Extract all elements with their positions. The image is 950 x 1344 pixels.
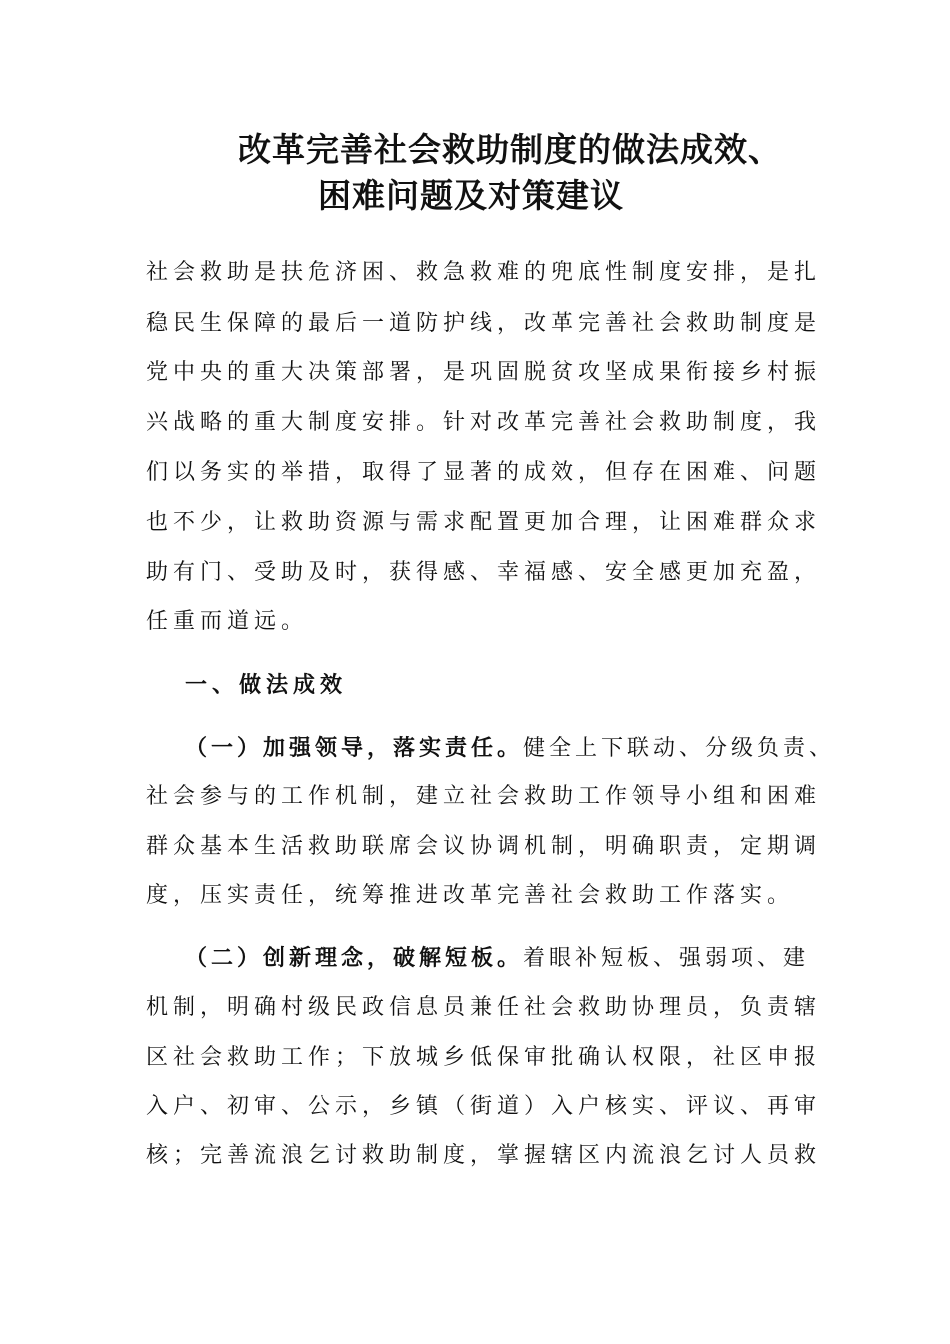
intro-line: 们以务实的举措，取得了显著的成效，但存在困难、问题 [146, 460, 822, 485]
item-2-line: 机制，明确村级民政信息员兼任社会救助协理员，负责辖 [146, 995, 822, 1020]
intro-line: 兴战略的重大制度安排。针对改革完善社会救助制度，我 [146, 410, 822, 435]
item-1-line: 群众基本生活救助联席会议协调机制，明确职责，定期调 [146, 834, 822, 859]
item-2-lead: （二）创新理念，破解短板。 [185, 945, 524, 971]
intro-line: 党中央的重大决策部署，是巩固脱贫攻坚成果衔接乡村振 [146, 360, 822, 385]
item-2-line: 核；完善流浪乞讨救助制度，掌握辖区内流浪乞讨人员救 [146, 1143, 822, 1168]
item-1-line: 度，压实责任，统筹推进改革完善社会救助工作落实。 [146, 883, 795, 908]
item-2-first-line [185, 943, 809, 974]
item-1-first-line [185, 733, 835, 764]
intro-line: 也不少，让救助资源与需求配置更加合理，让困难群众求 [146, 510, 822, 535]
document-title-line-1: 改革完善社会救助制度的做法成效、 [238, 130, 782, 169]
intro-line: 任重而道远。 [146, 609, 309, 634]
item-1-line: 社会参与的工作机制，建立社会救助工作领导小组和困难 [146, 784, 822, 809]
item-2-line: 区社会救助工作；下放城乡低保审批确认权限，社区申报 [146, 1045, 822, 1070]
item-1-first-line-rest: 健全上下联动、分级负责、 [523, 736, 836, 761]
intro-line: 稳民生保障的最后一道防护线，改革完善社会救助制度是 [146, 311, 822, 336]
intro-line: 助有门、受助及时，获得感、幸福感、安全感更加充盈， [146, 560, 822, 585]
section-heading: 一、做法成效 [185, 672, 348, 698]
item-1-lead: （一）加强领导，落实责任。 [185, 735, 524, 761]
item-2-first-line-rest: 着眼补短板、强弱项、建 [523, 946, 810, 971]
item-2-line: 入户、初审、公示，乡镇（街道）入户核实、评议、再审 [146, 1094, 822, 1119]
intro-line: 社会救助是扶危济困、救急救难的兜底性制度安排，是扎 [146, 260, 822, 285]
document-title-line-2: 困难问题及对策建议 [318, 176, 624, 215]
